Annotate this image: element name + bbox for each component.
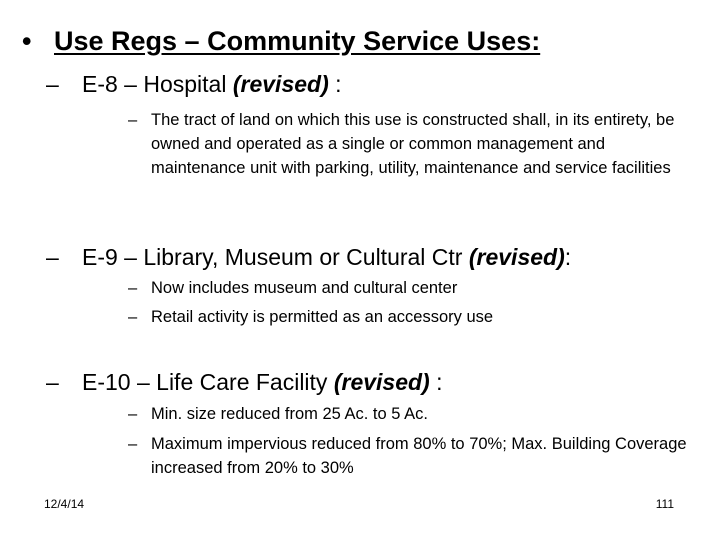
section-heading-suffix: :: [429, 369, 443, 395]
section-dash: –: [46, 369, 59, 395]
sub-item-dash: –: [128, 279, 138, 297]
slide-title: [22, 24, 540, 58]
sub-item-dash: –: [128, 111, 138, 129]
sub-item-dash: –: [128, 405, 138, 423]
section-heading-suffix: :: [564, 244, 572, 270]
section-heading-text: E-8 – Hospital: [82, 71, 233, 97]
revised-label: (revised): [333, 369, 430, 395]
sub-item-text: Maximum impervious reduced from 80% to 70%; Max. Building Coverage increased from 20% to 30%: [151, 435, 687, 477]
revised-label: (revised): [232, 71, 329, 97]
section-heading-e9: [46, 243, 571, 271]
footer-page-number: 111: [655, 497, 674, 511]
sub-item-text: Retail activity is permitted as an accessory use: [151, 308, 494, 326]
title-bullet: •: [22, 26, 32, 56]
section-heading-e10: [46, 368, 442, 396]
sub-item-dash: –: [128, 435, 138, 453]
sub-item-text: Min. size reduced from 25 Ac. to 5 Ac.: [151, 405, 428, 423]
sub-item-e9-2: [128, 305, 698, 329]
section-dash: –: [46, 244, 59, 270]
sub-item-e9-1: [128, 276, 698, 300]
section-dash: –: [46, 71, 59, 97]
sub-item-e8-1: [128, 108, 698, 180]
section-heading-text: E-10 – Life Care Facility: [82, 369, 334, 395]
section-heading-e8: [46, 70, 342, 98]
section-heading-text: E-9 – Library, Museum or Cultural Ctr: [82, 244, 469, 270]
title-text: Use Regs – Community Service Uses:: [54, 26, 541, 56]
section-heading-suffix: :: [328, 71, 342, 97]
sub-item-e10-2: [128, 432, 698, 480]
footer-date: 12/4/14: [44, 497, 85, 511]
revised-label: (revised): [468, 244, 565, 270]
sub-item-e10-1: [128, 402, 698, 426]
sub-item-text: Now includes museum and cultural center: [151, 279, 458, 297]
sub-item-dash: –: [128, 308, 138, 326]
sub-item-text: The tract of land on which this use is constructed shall, in its entirety, be owned and operated as a single or common management and maintenance unit with parking, utility, maintenance and service facilities: [151, 111, 675, 177]
